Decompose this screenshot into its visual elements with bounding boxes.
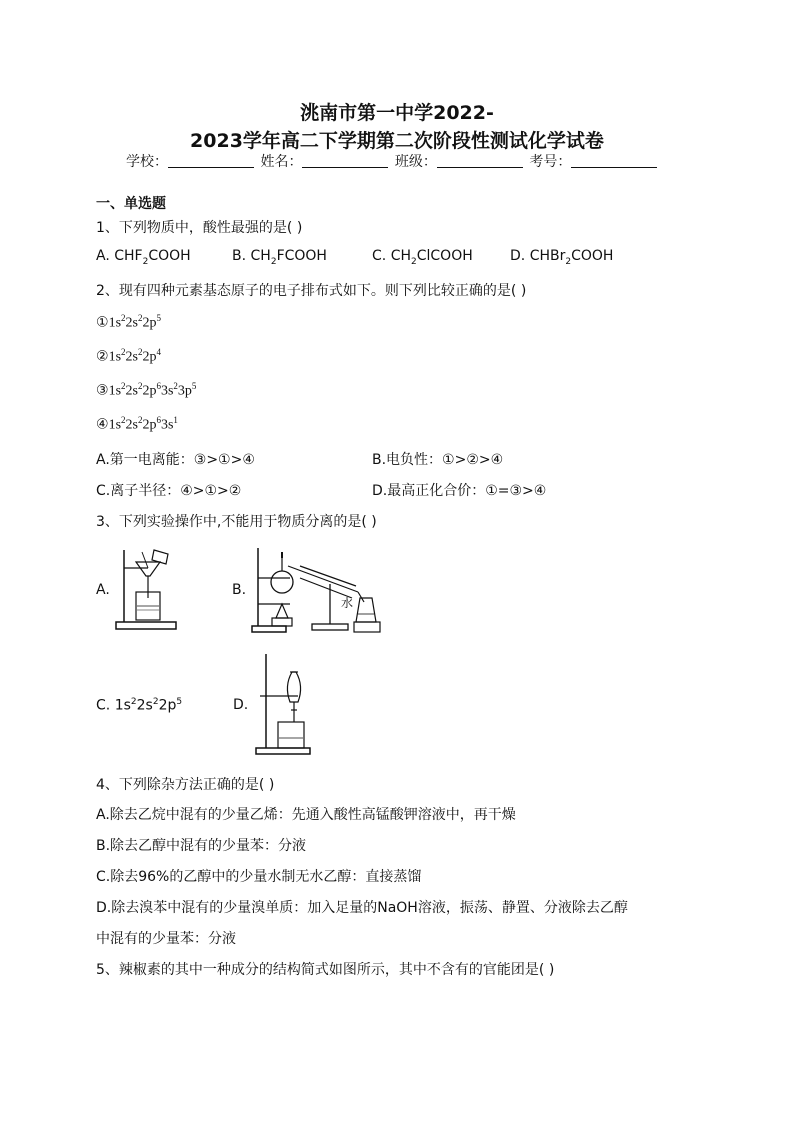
name-blank[interactable]: [302, 153, 388, 168]
exam-number-label: 考号：: [529, 154, 572, 170]
q2-option-b[interactable]: B.电负性：①>②>④: [372, 452, 504, 468]
separatory-funnel-image: [254, 650, 314, 756]
q4-option-d[interactable]: D.除去溴苯中混有的少量溴单质：加入足量的NaOH溶液，振荡、静置、分液除去乙醇: [96, 900, 628, 916]
q5-stem: 5、辣椒素的其中一种成分的结构简式如图所示，其中不含有的官能团是( ): [96, 962, 555, 978]
student-info-row: [126, 151, 659, 171]
section-title: 一、单选题: [96, 196, 166, 212]
q2-config-2: $②1s^22s^22p^4$: [96, 347, 161, 365]
water-label: 水: [341, 596, 354, 610]
q2-option-c[interactable]: C.离子半径：④>①>②: [96, 483, 242, 499]
exam-number-blank[interactable]: [571, 153, 657, 168]
exam-title-line2: 2023学年高二下学期第二次阶段性测试化学试卷: [190, 130, 604, 152]
q2-option-d[interactable]: D.最高正化合价：①=③>④: [372, 483, 547, 499]
q4-stem: 4、下列除杂方法正确的是( ): [96, 777, 275, 793]
q1-option-c[interactable]: C. $CH_2ClCOOH$: [372, 248, 473, 267]
q2-config-1: $①1s^22s^22p^5$: [96, 313, 161, 331]
distillation-apparatus-image: [250, 544, 386, 636]
q1-option-d[interactable]: D. CHBr$_2$COOH: [510, 248, 614, 267]
filtration-apparatus-image: [114, 546, 180, 632]
q1-stem: 1、下列物质中，酸性最强的是( ): [96, 220, 303, 236]
q4-option-a[interactable]: A.除去乙烷中混有的少量乙烯：先通入酸性高锰酸钾溶液中，再干燥: [96, 807, 516, 823]
q2-config-3: $③1s^22s^22p^63s^23p^5$: [96, 381, 197, 399]
q4-option-b[interactable]: B.除去乙醇中混有的少量苯：分液: [96, 838, 307, 854]
q4-option-c[interactable]: C.除去96%的乙醇中的少量水制无水乙醇：直接蒸馏: [96, 869, 422, 885]
q1-option-a[interactable]: A. $CHF_2COOH$: [96, 248, 191, 267]
name-label: 姓名：: [260, 154, 303, 170]
school-label: 学校：: [126, 154, 168, 170]
q3-option-d-label[interactable]: D.: [233, 697, 249, 713]
q2-option-a[interactable]: A.第一电离能：③>①>④: [96, 452, 255, 468]
q3-option-a-label[interactable]: A.: [96, 582, 110, 598]
q3-stem: 3、下列实验操作中,不能用于物质分离的是( ): [96, 514, 377, 530]
class-label: 班级：: [394, 154, 437, 170]
q3-option-c[interactable]: C. $1s^22s^22p^5$: [96, 697, 183, 714]
q2-config-4: $④1s^22s^22p^63s^1$: [96, 415, 178, 433]
q4-option-d-continued: 中混有的少量苯：分液: [96, 931, 236, 947]
q2-stem: 2、现有四种元素基态原子的电子排布式如下。则下列比较正确的是( ): [96, 283, 527, 299]
school-blank[interactable]: [168, 153, 254, 168]
q3-option-b-label[interactable]: B.: [232, 582, 247, 598]
exam-title-line1: 洮南市第一中学2022-: [300, 102, 494, 124]
q1-option-b[interactable]: B. $CH_2FCOOH$: [232, 248, 327, 267]
class-blank[interactable]: [437, 153, 523, 168]
